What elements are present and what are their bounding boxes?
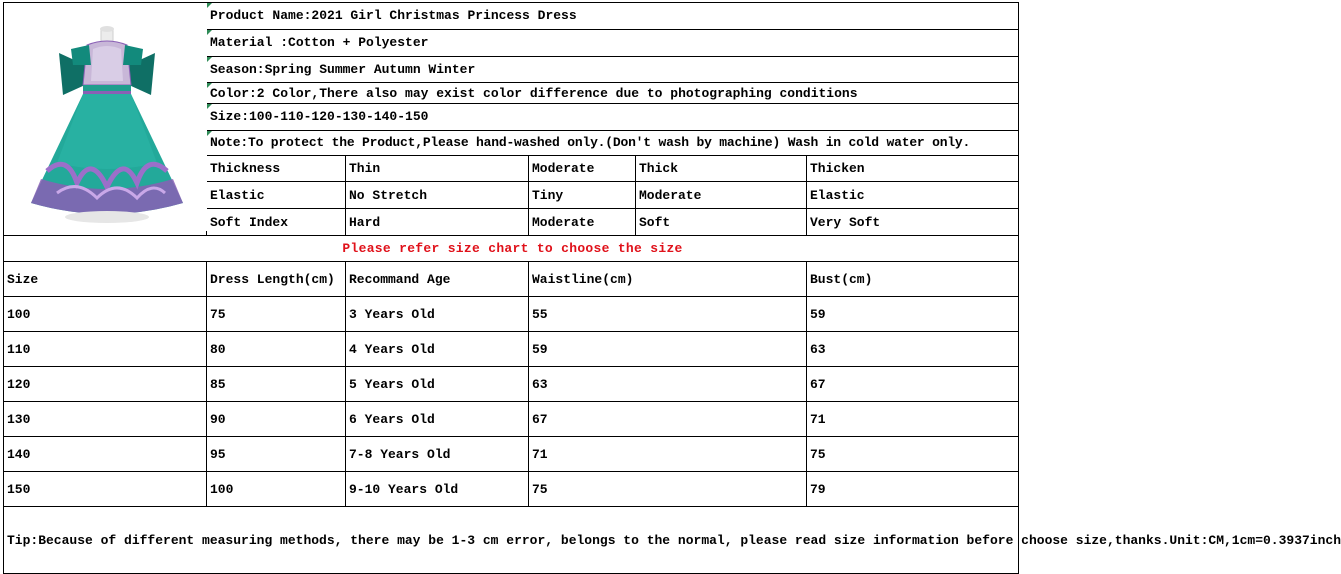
- cell-length: 75: [207, 297, 346, 332]
- attr-value: Very Soft: [807, 209, 1019, 236]
- cell-waist: 71: [529, 437, 807, 472]
- attr-label: Thickness: [207, 155, 346, 182]
- table-row: [4, 402, 1019, 437]
- column-header: Dress Length(cm): [207, 262, 346, 297]
- cell-age: 7-8 Years Old: [346, 437, 529, 472]
- attr-value: Elastic: [807, 182, 1019, 209]
- care-note: Note:To protect the Product,Please hand-washed only.(Don't wash by machine) Wash in cold water only.: [207, 130, 1019, 155]
- cell-waist: 63: [529, 367, 807, 402]
- attr-label: Elastic: [207, 182, 346, 209]
- column-header: Size: [4, 262, 207, 297]
- table-row: [4, 437, 1019, 472]
- tip-note: Tip:Because of different measuring methods, there may be 1-3 cm error, belongs to the normal, please read size information before choose size,thanks.Unit:CM,1cm=0.3937inch: [4, 507, 1019, 574]
- attr-value: Tiny: [529, 182, 636, 209]
- table-row: [4, 332, 1019, 367]
- product-name: Product Name:2021 Girl Christmas Princess Dress: [207, 3, 1019, 30]
- cell-waist: 59: [529, 332, 807, 367]
- size-notice: Please refer size chart to choose the size: [4, 236, 1019, 262]
- cell-length: 90: [207, 402, 346, 437]
- attr-value: No Stretch: [346, 182, 529, 209]
- table-row: [4, 472, 1019, 507]
- cell-age: 6 Years Old: [346, 402, 529, 437]
- cell-waist: 75: [529, 472, 807, 507]
- column-header: Waistline(cm): [529, 262, 807, 297]
- cell-size: 120: [4, 367, 207, 402]
- cell-bust: 71: [807, 402, 1019, 437]
- cell-length: 80: [207, 332, 346, 367]
- product-photo: [4, 3, 207, 236]
- attr-value: Thick: [636, 155, 807, 182]
- table-row: [4, 367, 1019, 402]
- attr-value: Moderate: [529, 155, 636, 182]
- color-info: Color:2 Color,There also may exist color difference due to photographing conditions: [207, 83, 1019, 104]
- attr-value: Thicken: [807, 155, 1019, 182]
- column-header: Recommand Age: [346, 262, 529, 297]
- cell-bust: 79: [807, 472, 1019, 507]
- cell-size: 150: [4, 472, 207, 507]
- cell-length: 85: [207, 367, 346, 402]
- cell-size: 140: [4, 437, 207, 472]
- cell-age: 4 Years Old: [346, 332, 529, 367]
- cell-waist: 67: [529, 402, 807, 437]
- dress-image: [7, 3, 207, 231]
- cell-waist: 55: [529, 297, 807, 332]
- cell-bust: 59: [807, 297, 1019, 332]
- attr-value: Moderate: [636, 182, 807, 209]
- cell-size: 100: [4, 297, 207, 332]
- cell-size: 130: [4, 402, 207, 437]
- season: Season:Spring Summer Autumn Winter: [207, 56, 1019, 83]
- size-chart-sheet: [3, 2, 1341, 565]
- attr-value: Soft: [636, 209, 807, 236]
- material: Material :Cotton + Polyester: [207, 29, 1019, 56]
- attr-value: Thin: [346, 155, 529, 182]
- product-table: [3, 2, 1341, 574]
- cell-bust: 63: [807, 332, 1019, 367]
- attr-label: Soft Index: [207, 209, 346, 236]
- cell-length: 95: [207, 437, 346, 472]
- cell-age: 5 Years Old: [346, 367, 529, 402]
- cell-age: 3 Years Old: [346, 297, 529, 332]
- attr-value: Hard: [346, 209, 529, 236]
- cell-bust: 67: [807, 367, 1019, 402]
- table-row: [4, 297, 1019, 332]
- cell-age: 9-10 Years Old: [346, 472, 529, 507]
- size-range: Size:100-110-120-130-140-150: [207, 104, 1019, 131]
- column-header: Bust(cm): [807, 262, 1019, 297]
- cell-bust: 75: [807, 437, 1019, 472]
- cell-size: 110: [4, 332, 207, 367]
- cell-length: 100: [207, 472, 346, 507]
- attr-value: Moderate: [529, 209, 636, 236]
